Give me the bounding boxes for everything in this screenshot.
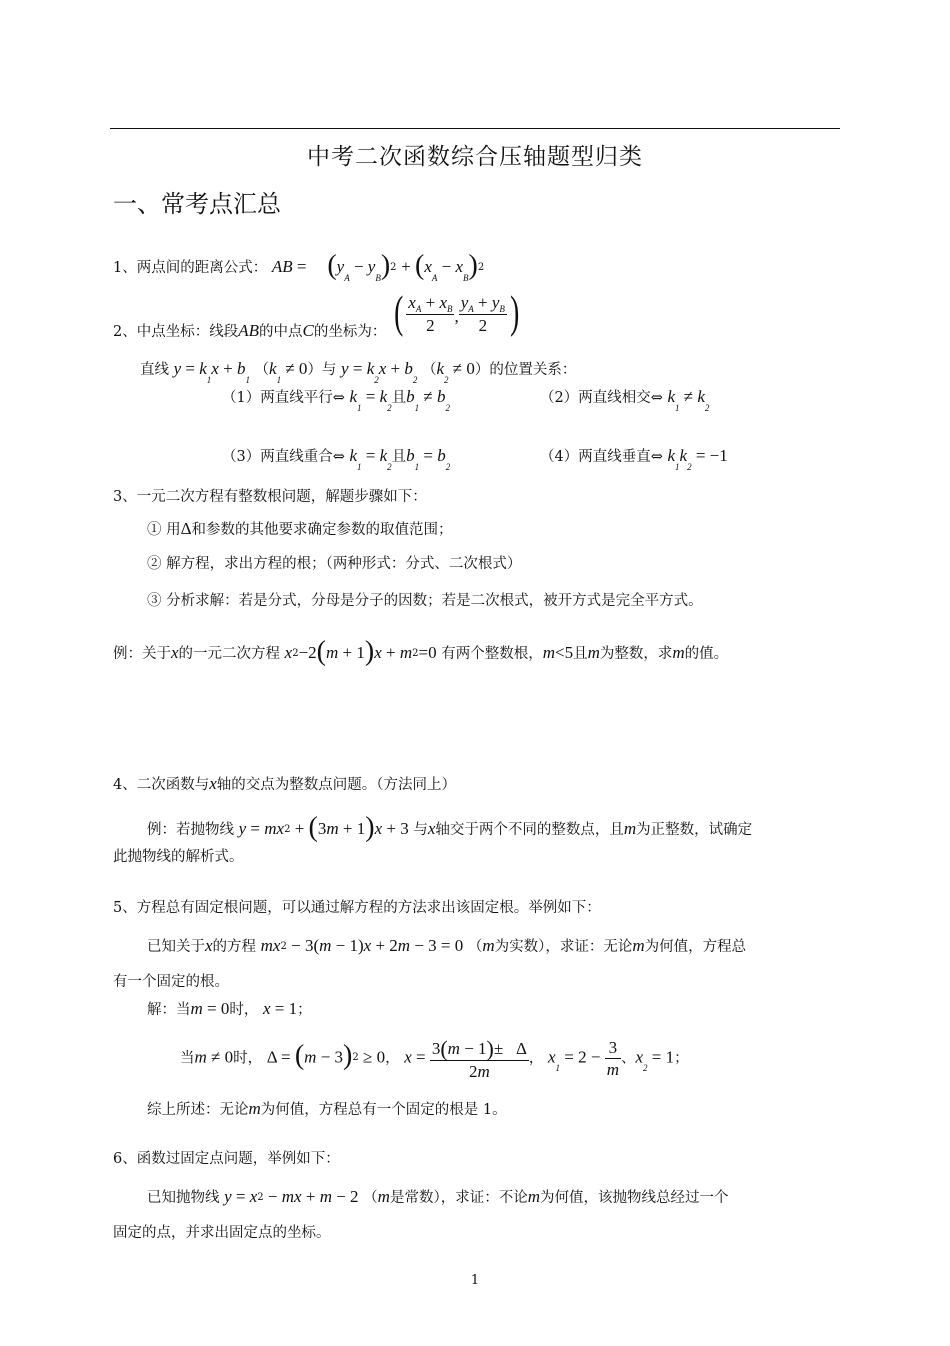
relation-coincide: （3）两直线重合⇔ $k_1 = k_2$且$b_1 = b_2$ [222, 446, 451, 472]
document-title: 中考二次函数综合压轴题型归类 [307, 144, 643, 170]
item-6-example: 已知抛物线 y = x2 − mx + m − 2 （m是常数），求证：不论m为何值，该抛物线总经过一个 [147, 1187, 729, 1206]
section-heading: 一、常考点汇总 [113, 190, 281, 218]
item-4-heading: 4、二次函数与x轴的交点为整数点问题。（方法同上） [113, 774, 457, 793]
item-3-step-2: ② 解方程，求出方程的根；（两种形式：分式、二次根式） [147, 556, 522, 572]
item-4-example: 例：若抛物线 y = mx2 + (3m + 1)x + 3 与x轴交于两个不同的整数点，且m为正整数，试确定 [147, 812, 753, 843]
page-number: 1 [470, 1273, 480, 1288]
relation-perpendicular: （4）两直线垂直⇔ $k_1k_2 = -1$ [540, 446, 728, 472]
relation-parallel: （1）两直线平行⇔ $k_1 = k_2$且$b_1 \ne b_2$ [222, 387, 451, 413]
item-5-heading: 5、方程总有固定根问题，可以通过解方程的方法求出该固定根。举例如下： [113, 900, 601, 916]
item-3-heading: 3、一元二次方程有整数根问题，解题步骤如下： [113, 489, 427, 505]
header-rule [110, 128, 840, 129]
item-5-example-cont: 有一个固定的根。 [113, 974, 229, 990]
item-3-step-3: ③ 分析求解：若是分式，分母是分子的因数；若是二次根式，被开方式是完全平方式。 [147, 593, 703, 609]
solution-summary: 综上所述：无论m为何值，方程总有一个固定的根是 1。 [147, 1099, 507, 1118]
item-6-heading: 6、函数过固定点问题，举例如下： [113, 1151, 340, 1167]
item-3-step-1: ① 用Δ和参数的其他要求确定参数的取值范围； [147, 519, 453, 538]
relation-intersect: （2）两直线相交⇔ $k_1 \ne k_2$ [540, 387, 710, 413]
item-2-midpoint: 2、中点坐标：线段AB的中点C的坐标为： ( $\frac{x_A + x_B}{2}$ , $\frac{y_A + y_B}{2}$ ) [113, 286, 520, 340]
item-6-example-cont: 固定的点，并求出固定点的坐标。 [113, 1225, 331, 1241]
line-relation-intro: 直线 $y = k_1x + b_1$ $(k_1 \ne 0)$与 $y = k_2x + b_2$ $(k_2 \ne 0)$的位置关系： [140, 359, 577, 385]
item-4-example-cont: 此抛物线的解析式。 [113, 849, 244, 865]
item-5-example: 已知关于x的方程 mx2 − 3(m − 1)x + 2m − 3 = 0 （m为实数），求证：无论m为何值，方程总 [147, 936, 747, 955]
solution-case-2: 当m ≠ 0时， Δ = (m − 3)2 ≥ 0， x = $\frac{3(m - 1)\pm \Delta}{2m}$ ， $x_1 = 2$ − $\frac{3}{m}$ 、$x_2 = 1$； [180, 1036, 689, 1081]
item-3-example: 例：关于x的一元二次方程 x2−2(m + 1)x + m2=0 有两个整数根，m<5且m为整数，求m的值。 [113, 636, 729, 667]
item-1-distance: 1、两点间的距离公式： AB = $(y_A - y_B)2 + (x_A - x_B)2$ [113, 250, 485, 283]
solution-case-1: 解：当m = 0时， x = 1； [147, 999, 312, 1018]
